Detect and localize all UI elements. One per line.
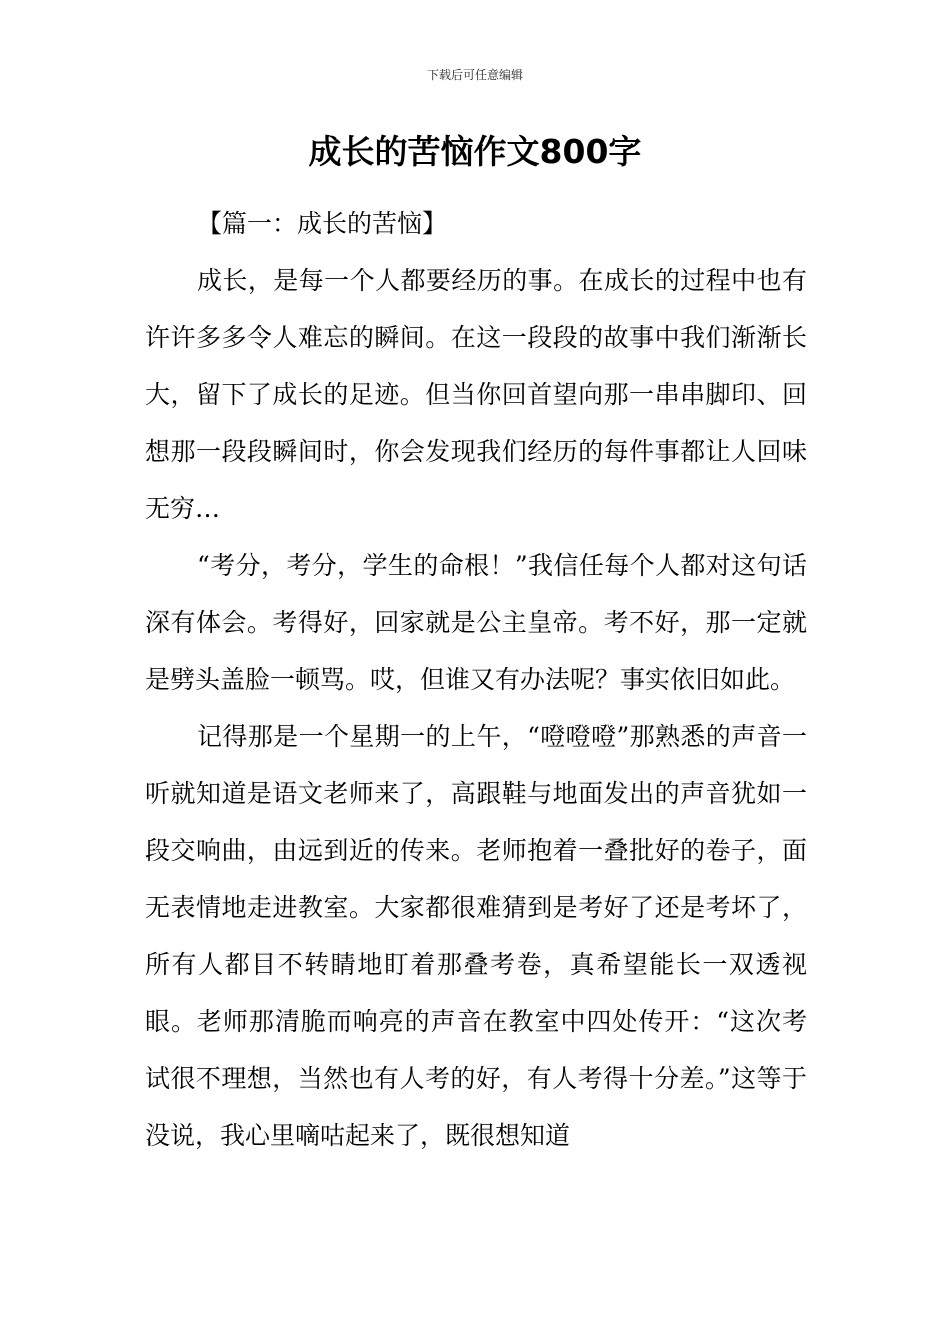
header-note: 下载后可任意编辑: [426, 68, 523, 82]
paragraph-3: 记得那是一个星期一的上午，“噔噔噔”那熟悉的声音一听就知道是语文老师来了，高跟鞋与地面发出的声音犹如一段交响曲，由远到近的传来。老师抱着一叠批好的卷子，面无表情地走进教室。大家都很难猜到是考好了还是考坏了，所有人都目不转睛地盯着那叠考卷，真希望能长一双透视眼。老师那清脆而响亮的声音在教室中四处传开：“这次考试很不理想，当然也有人考的好，有人考得十分差。”这等于没说，我心里嘀咕起来了，既很想知道: [145, 722, 807, 1150]
document-title: 成长的苦恼作文800字: [308, 132, 642, 171]
paragraph-2: “考分，考分，学生的命根！”我信任每个人都对这句话深有体会。考得好，回家就是公主皇帝。考不好，那一定就是劈头盖脸一顿骂。哎，但谁又有办法呢？事实依旧如此。: [145, 551, 807, 694]
section-heading: 【篇一：成长的苦恼】: [197, 209, 448, 238]
document-body: [145, 195, 807, 1164]
paragraph-1: 成长，是每一个人都要经历的事。在成长的过程中也有许许多多令人难忘的瞬间。在这一段段的故事中我们渐渐长大，留下了成长的足迹。但当你回首望向那一串串脚印、回想那一段段瞬间时，你会发现我们经历的每件事都让人回味无穷…: [145, 266, 807, 523]
